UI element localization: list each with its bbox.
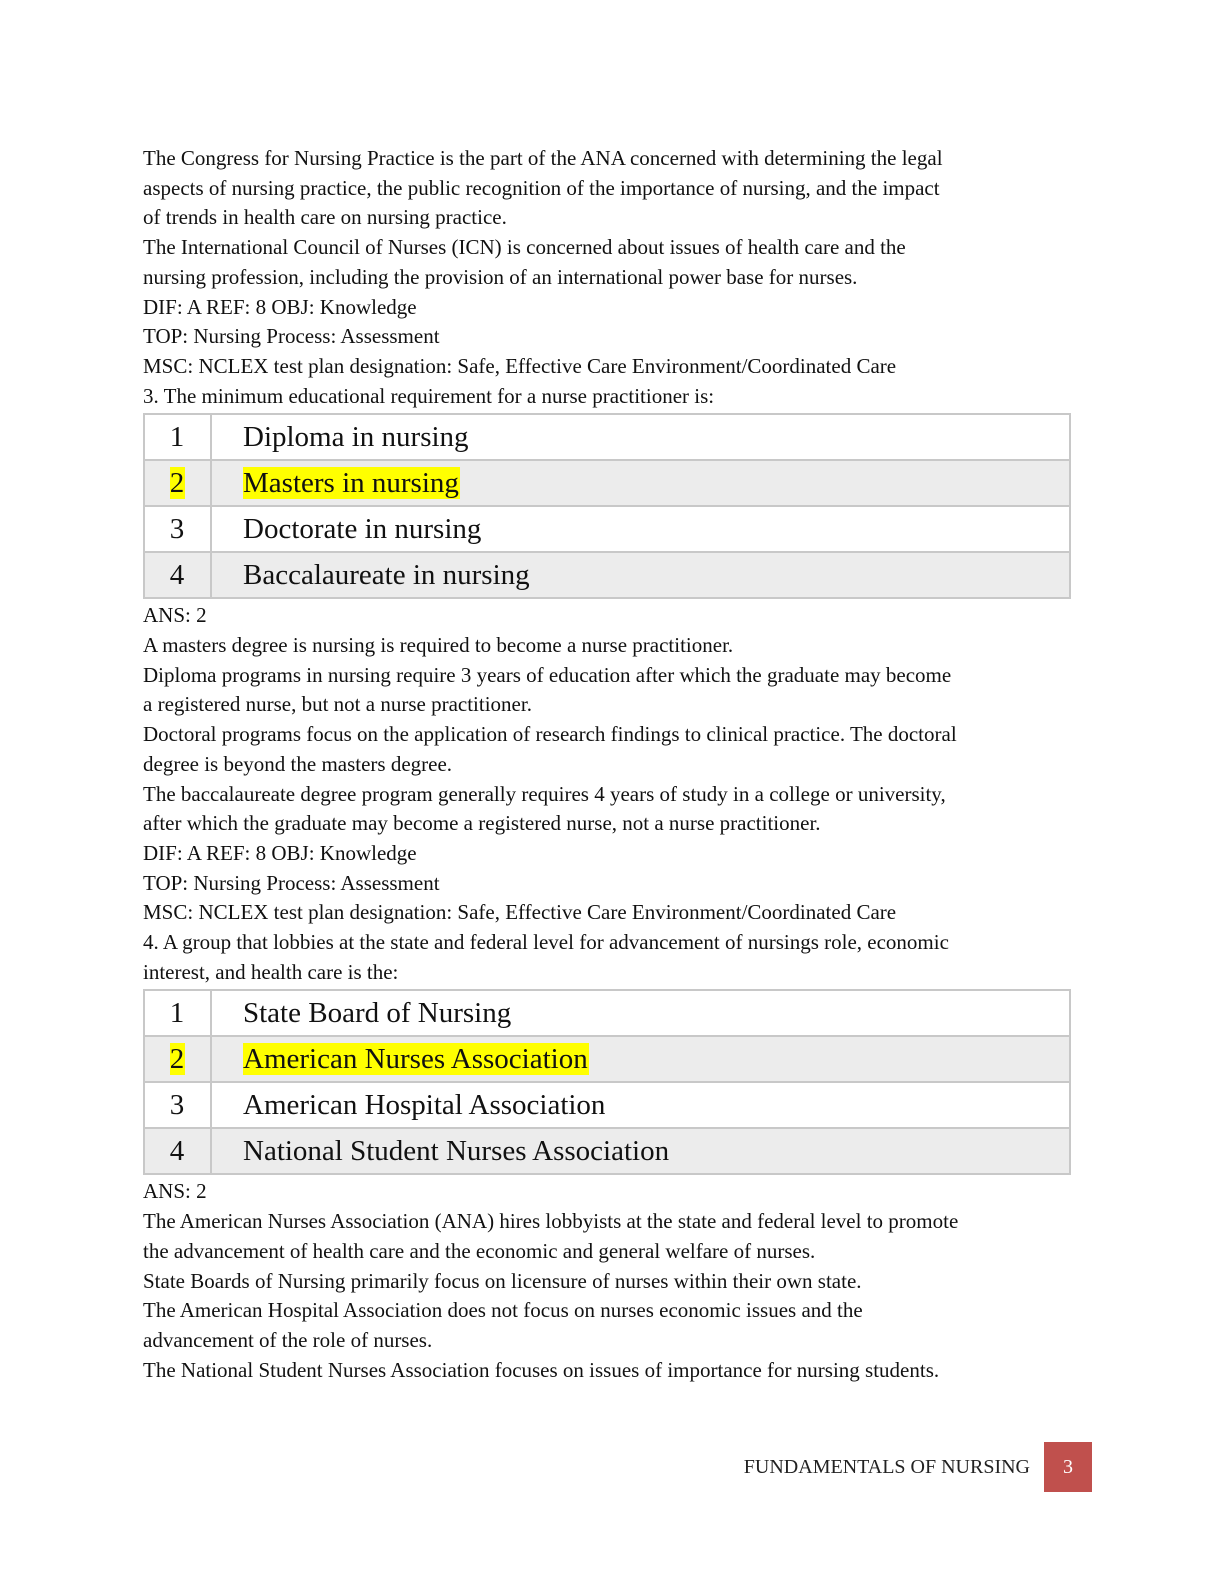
rationale-line: The Congress for Nursing Practice is the part of the ANA concerned with determining the legal [143,146,943,170]
rationale-line: Diploma programs in nursing require 3 years of education after which the graduate may become [143,662,952,687]
rationale-line: Doctoral programs focus on the application of research findings to clinical practice. The doctoral [143,722,957,747]
dif-line: DIF: A REF: 8 OBJ: Knowledge [143,840,417,865]
choice-text: State Board of Nursing [243,996,512,1029]
choice-text: Baccalaureate in nursing [243,558,530,591]
choice-text: Diploma in nursing [243,420,469,453]
page-number-badge: 3 [1044,1442,1092,1492]
choice-number: 4 [169,558,185,591]
rationale-line: after which the graduate may become a registered nurse, not a nurse practitioner. [143,811,821,836]
choice-row [144,1082,1070,1128]
top-line: TOP: Nursing Process: Assessment [143,324,440,349]
document-body [143,144,1071,1385]
rationale-line: State Boards of Nursing primarily focus on licensure of nurses within their own state. [143,1268,862,1293]
choice-text: American Nurses Association [243,1042,588,1075]
rationale-line: the advancement of health care and the economic and general welfare of nurses. [143,1238,816,1263]
rationale-line: A masters degree is nursing is required to become a nurse practitioner. [143,633,734,658]
footer-title: FUNDAMENTALS OF NURSING [743,1455,1030,1478]
rationale-line: aspects of nursing practice, the public recognition of the importance of nursing, and the impact [143,175,940,200]
rationale-line: a registered nurse, but not a nurse practitioner. [143,692,532,717]
choice-text: American Hospital Association [243,1088,606,1121]
choice-row-highlighted [144,1036,1070,1082]
rationale-line: nursing profession, including the provision of an international power base for nurses. [143,264,858,289]
choice-number: 4 [169,1134,185,1167]
rationale-line: The baccalaureate degree program generally requires 4 years of study in a college or university, [143,781,946,806]
choice-text: Doctorate in nursing [243,512,482,545]
choice-row [144,990,1070,1036]
question-3-choices [143,413,1071,599]
dif-line: DIF: A REF: 8 OBJ: Knowledge [143,294,417,319]
rationale-line: advancement of the role of nurses. [143,1327,433,1352]
question-4-text: interest, and health care is the: [143,959,399,984]
choice-number: 2 [169,1042,185,1075]
msc-line: MSC: NCLEX test plan designation: Safe, Effective Care Environment/Coordinated Care [143,900,897,925]
choice-number: 3 [169,512,185,545]
choice-number: 1 [169,996,185,1029]
choice-row [144,552,1070,598]
rationale-line: The National Student Nurses Association focuses on issues of importance for nursing students. [143,1357,940,1382]
choice-row [144,506,1070,552]
choice-number: 1 [169,420,185,453]
rationale-line: of trends in health care on nursing practice. [143,205,507,230]
rationale-line: degree is beyond the masters degree. [143,751,453,776]
question-4-text: 4. A group that lobbies at the state and federal level for advancement of nursings role, economic [143,930,949,955]
rationale-line: The American Hospital Association does not focus on nurses economic issues and the [143,1298,863,1323]
choice-row [144,414,1070,460]
answer-line: ANS: 2 [143,603,207,628]
rationale-line: The International Council of Nurses (ICN) is concerned about issues of health care and the [143,235,906,260]
page-footer [744,1442,1092,1492]
choice-number: 2 [169,466,185,499]
question-4-choices [143,989,1071,1175]
top-line: TOP: Nursing Process: Assessment [143,870,440,895]
choice-text: National Student Nurses Association [243,1134,670,1167]
question-3-text: 3. The minimum educational requirement for a nurse practitioner is: [143,383,715,408]
answer-line: ANS: 2 [143,1179,207,1204]
choice-row [144,1128,1070,1174]
choice-row-highlighted [144,460,1070,506]
choice-text: Masters in nursing [243,466,459,499]
choice-number: 3 [169,1088,185,1121]
rationale-line: The American Nurses Association (ANA) hires lobbyists at the state and federal level to promote [143,1209,959,1234]
msc-line: MSC: NCLEX test plan designation: Safe, Effective Care Environment/Coordinated Care [143,353,897,378]
